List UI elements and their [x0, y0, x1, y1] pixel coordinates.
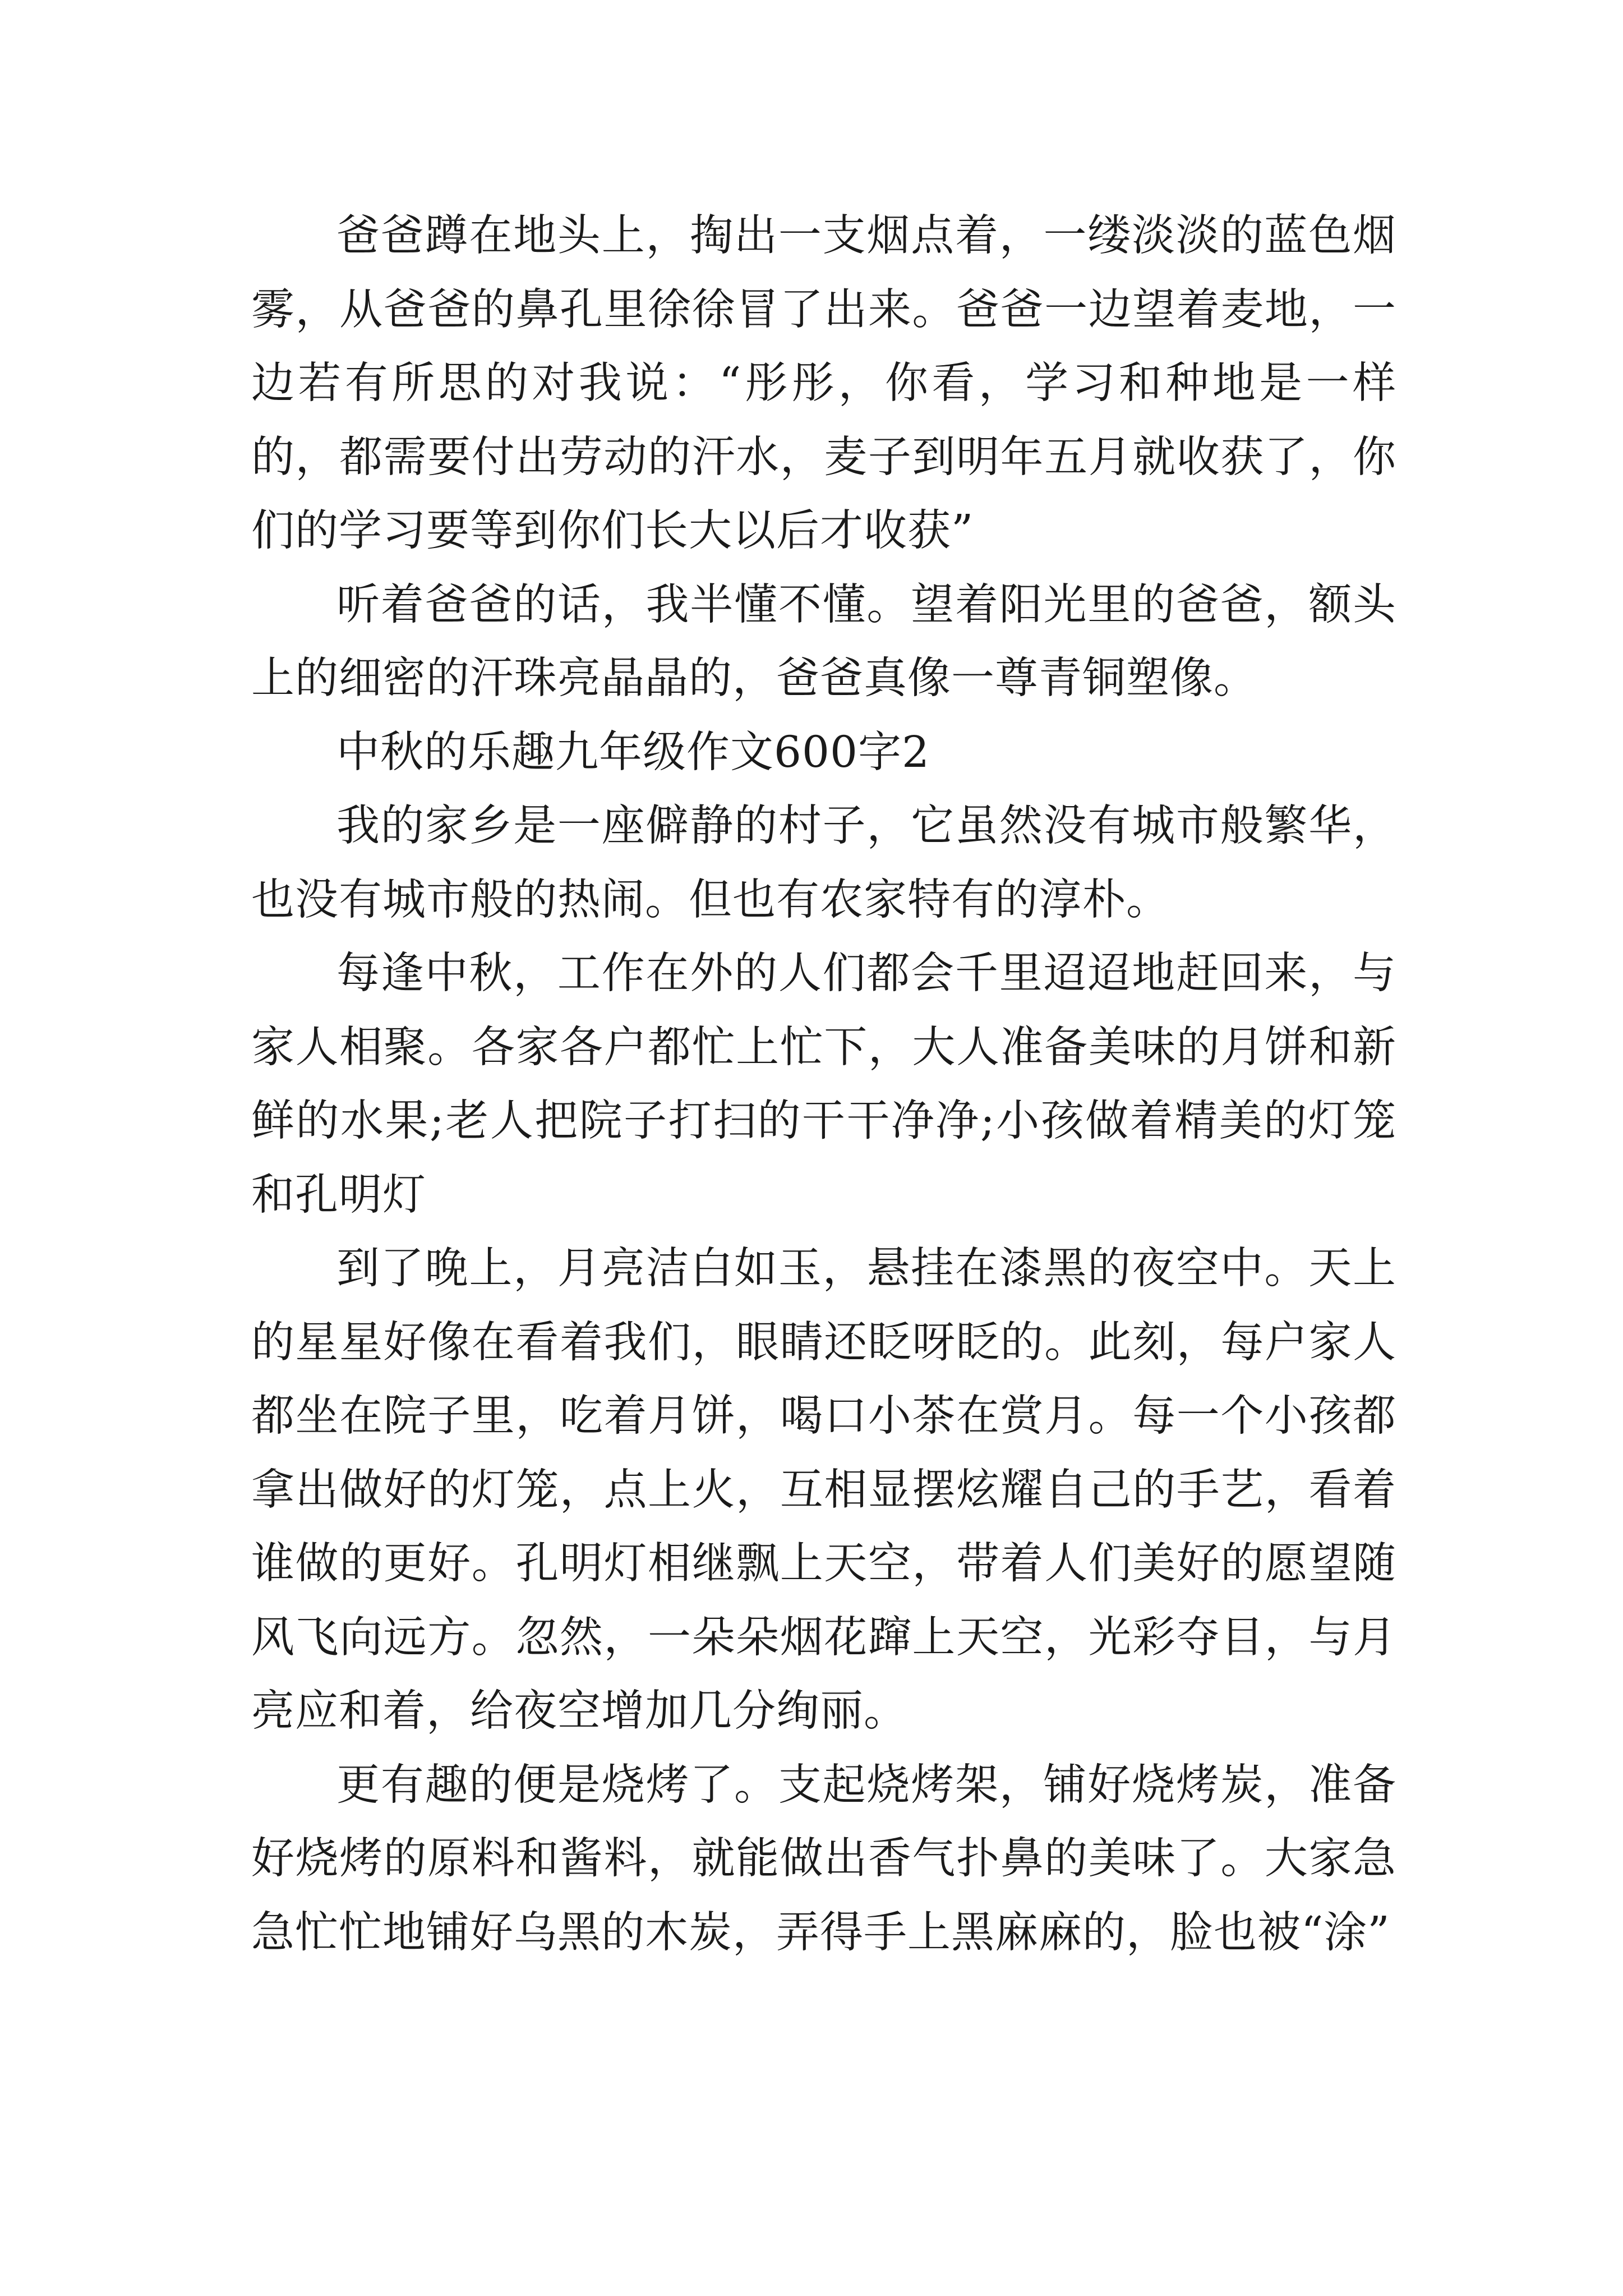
paragraph: 到了晚上，月亮洁白如玉，悬挂在漆黑的夜空中。天上的星星好像在看着我们，眼睛还眨呀眨的。此刻，每户家人都坐在院子里，吃着月饼，喝口小茶在赏月。每一个小孩都拿出做好的灯笼，点上火，互相显摆炫耀自己的手艺，看着谁做的更好。孔明灯相继飘上天空，带着人们美好的愿望随风飞向远方。忽然，一朵朵烟花蹿上天空，光彩夺目，与月亮应和着，给夜空增加几分绚丽。 [251, 1244, 1396, 1736]
paragraph: 爸爸蹲在地头上，掏出一支烟点着，一缕淡淡的蓝色烟雾，从爸爸的鼻孔里徐徐冒了出来。爸爸一边望着麦地，一边若有所思的对我说：“彤彤，你看，学习和种地是一样的，都需要付出劳动的汗水，麦子到明年五月就收获了，你们的学习要等到你们长大以后才收获” [251, 211, 1396, 556]
paragraph: 听着爸爸的话，我半懂不懂。望着阳光里的爸爸，额头上的细密的汗珠亮晶晶的，爸爸真像一尊青铜塑像。 [251, 579, 1396, 703]
essay-title: 中秋的乐趣九年级作文600字2 [336, 727, 930, 777]
document-body [251, 199, 1396, 1970]
paragraph: 我的家乡是一座僻静的村子，它虽然没有城市般繁华，也没有城市般的热闹。但也有农家特有的淳朴。 [251, 801, 1396, 925]
paragraph: 更有趣的便是烧烤了。支起烧烤架，铺好烧烤炭，准备好烧烤的原料和酱料，就能做出香气扑鼻的美味了。大家急急忙忙地铺好乌黑的木炭，弄得手上黑麻麻的，脸也被“涂” [251, 1760, 1396, 1958]
paragraph: 每逢中秋，工作在外的人们都会千里迢迢地赶回来，与家人相聚。各家各户都忙上忙下，大人准备美味的月饼和新鲜的水果;老人把院子打扫的干干净净;小孩做着精美的灯笼和孔明灯 [251, 949, 1396, 1220]
